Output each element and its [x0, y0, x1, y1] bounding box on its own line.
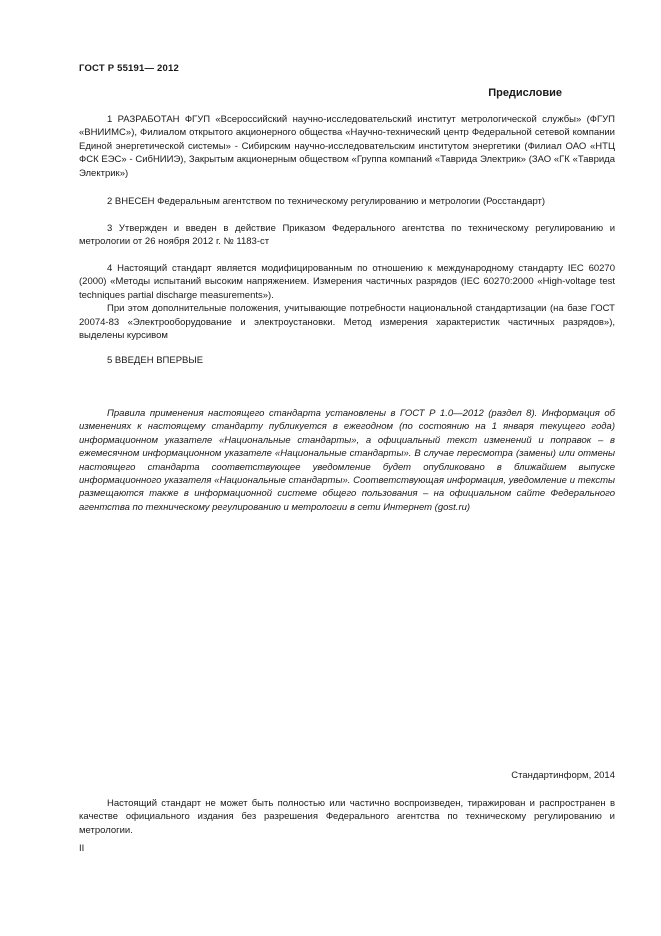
section-3-text: 3 Утвержден и введен в действие Приказом Федерального агентства по техническому регулированию и метрологии от 26 ноября 2012 г. № 1183-ст — [79, 223, 615, 248]
copyright-notice — [79, 797, 615, 837]
section-4-text: 4 Настоящий стандарт является модифицированным по отношению к международному стандарту IEC 60270 (2000) «Методы испытаний высоким напряжением. Измерения частичных разрядов (IEC 60270:2000 «High-voltage test techniques partial discharge measurements»). — [79, 263, 615, 301]
section-4-additional-text: При этом дополнительные положения, учитывающие потребности национальной стандартизации (на базе ГОСТ 20074-83 «Электрооборудование и электроустановки. Метод измерения характеристик частичных разрядов»), выделены курсивом — [79, 303, 615, 342]
section-2 — [79, 195, 615, 208]
section-2-text: 2 ВНЕСЕН Федеральным агентством по техническому регулированию и метрологии (Росстандарт) — [107, 196, 546, 207]
section-4 — [79, 262, 615, 342]
application-notice-text: Правила применения настоящего стандарта установлены в ГОСТ Р 1.0—2012 (раздел 8). Информация об изменениях к настоящему стандарту публикуется в ежегодном (по состоянию на 1 января текущего года) информационном указателе «Национальные стандарты», а официальный текст изменений и поправок – в ежемесячном информационном указателе «Национальные стандарты». В случае пересмотра (замены) или отмены настоящего стандарта соответствующее уведомление будет опубликовано в ближайшем выпуске информационного указателя «Национальные стандарты». Соответствующая информация, уведомление и тексты размещаются также в информационной системе общего пользования – на официальном сайте Федерального агентства по техническому регулированию и метрологии в сети Интернет (gost.ru) — [79, 408, 615, 513]
page-title-text: Предисловие — [488, 87, 562, 99]
page-number: II — [79, 843, 85, 854]
publisher-line: Стандартинформ, 2014 — [511, 770, 615, 781]
section-1-text: 1 РАЗРАБОТАН ФГУП «Всероссийский научно-исследовательский институт метрологической службы» (ФГУП «ВНИИМС»), Филиалом открытого акционерного общества «Научно-технический центр Федеральной сетевой компании Единой энергетической системы» - Сибирским научно-исследовательским институтом энергетики (Филиал ОАО «НТЦ ФСК ЕЭС» - СибНИИЭ), Закрытым акционерным обществом «Группа компаний «Таврида Электрик» (ЗАО «ГК «Таврида Электрик») — [79, 114, 615, 179]
page-title — [79, 87, 615, 99]
section-5-text: 5 ВВЕДЕН ВПЕРВЫЕ — [107, 355, 204, 366]
section-3 — [79, 222, 615, 249]
application-notice — [79, 407, 615, 514]
copyright-notice-text: Настоящий стандарт не может быть полностью или частично воспроизведен, тиражирован и распространен в качестве официального издания без разрешения Федерального агентства по техническому регулированию и метрологии. — [79, 798, 615, 836]
section-5 — [79, 354, 615, 367]
section-1 — [79, 113, 615, 180]
standard-code: ГОСТ Р 55191— 2012 — [79, 63, 179, 74]
